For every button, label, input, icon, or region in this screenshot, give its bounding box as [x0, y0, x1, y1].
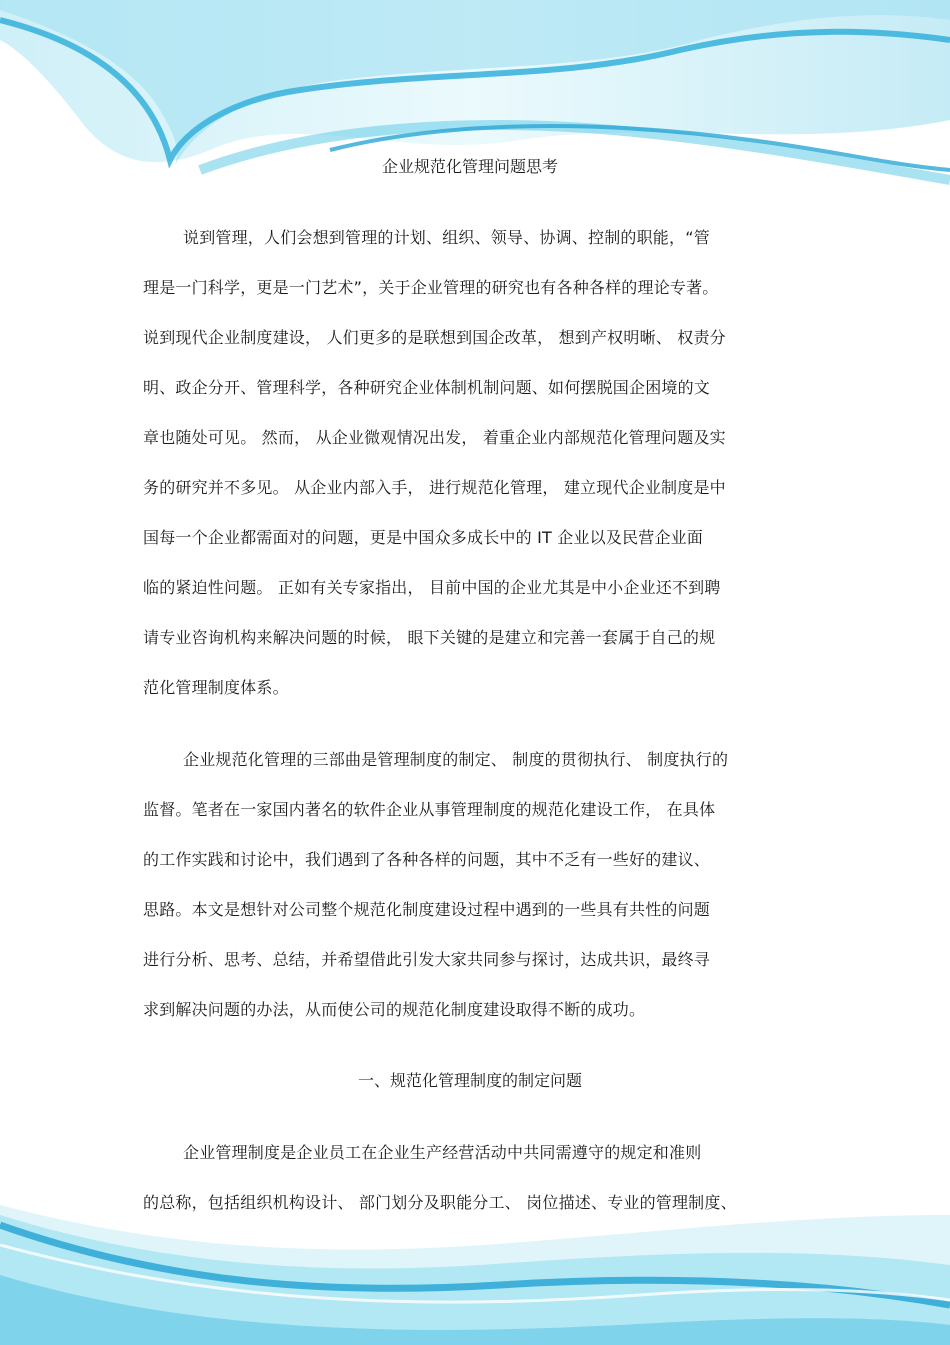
paragraph-2-line: 思路。本文是想针对公司整个规范化制度建设过程中遇到的一些具有共性的问题 — [143, 900, 711, 919]
paragraph-1-line: 临的紧迫性问题。 正如有关专家指出， 目前中国的企业尤其是中小企业还不到聘 — [143, 578, 721, 597]
paragraph-1-line: 说到现代企业制度建设， 人们更多的是联想到国企改革， 想到产权明晰、 权责分 — [143, 328, 726, 347]
paragraph-3-line: 企业管理制度是企业员工在企业生产经营活动中共同需遵守的规定和准则 — [183, 1143, 702, 1162]
paragraph-1-line: 务的研究并不多见。 从企业内部入手， 进行规范化管理， 建立现代企业制度是中 — [143, 478, 726, 497]
paragraph-2-line: 的工作实践和讨论中，我们遇到了各种各样的问题，其中不乏有一些好的建议、 — [143, 850, 711, 869]
paragraph-2-line: 监督。笔者在一家国内著名的软件企业从事管理制度的规范化建设工作， 在具体 — [143, 800, 716, 819]
paragraph-2-line: 进行分析、思考、总结，并希望借此引发大家共同参与探讨，达成共识，最终寻 — [143, 950, 711, 969]
paragraph-1-line: 章也随处可见。 然而， 从企业微观情况出发， 着重企业内部规范化管理问题及实 — [143, 428, 726, 447]
paragraph-1-line: 国每一个企业都需面对的问题，更是中国众多成长中的 IT 企业以及民营企业面 — [143, 528, 704, 547]
paragraph-2-line: 求到解决问题的办法，从而使公司的规范化制度建设取得不断的成功。 — [143, 1000, 646, 1019]
paragraph-1-line: 说到管理，人们会想到管理的计划、组织、领导、协调、控制的职能，“管 — [183, 228, 710, 247]
paragraph-1-line: 范化管理制度体系。 — [143, 678, 289, 697]
document-title: 企业规范化管理问题思考 — [381, 157, 558, 176]
section-heading: 一、规范化管理制度的制定问题 — [357, 1071, 582, 1090]
paragraph-1-line: 请专业咨询机构来解决问题的时候， 眼下关键的是建立和完善一套属于自己的规 — [143, 628, 716, 647]
paragraph-3-line: 的总称，包括组织机构设计、 部门划分及职能分工、 岗位描述、专业的管理制度、 — [143, 1193, 737, 1212]
paragraph-2-line: 企业规范化管理的三部曲是管理制度的制定、 制度的贯彻执行、 制度执行的 — [183, 750, 729, 769]
paragraph-1-line: 理是一门科学，更是一门艺术”，关于企业管理的研究也有各种各样的理论专著。 — [143, 278, 719, 297]
paragraph-1-line: 明、政企分开、管理科学，各种研究企业体制机制问题、如何摆脱国企困境的文 — [143, 378, 711, 397]
